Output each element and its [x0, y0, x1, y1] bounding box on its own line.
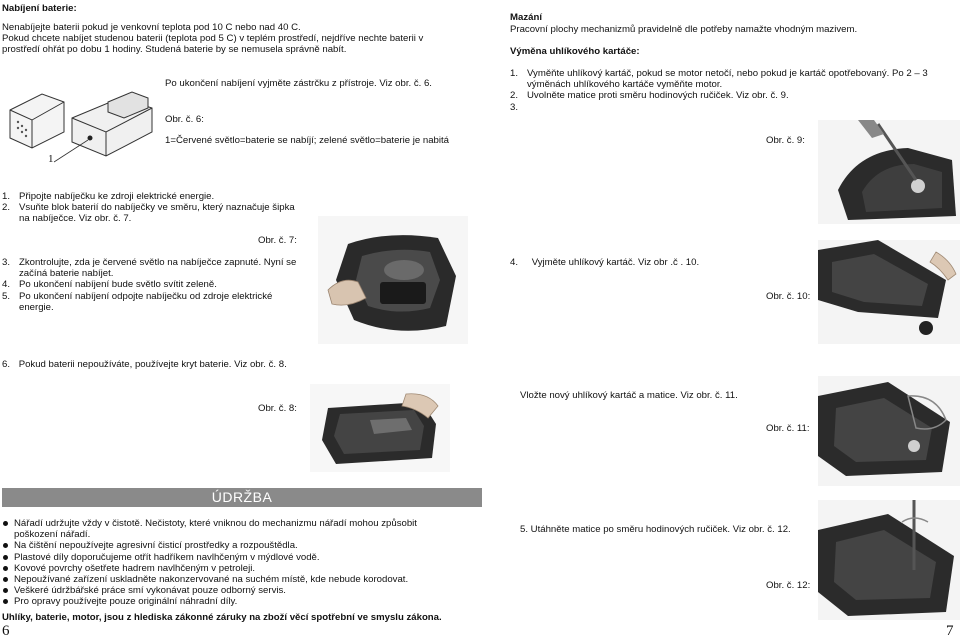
fig10-label: Obr. č. 10:	[766, 291, 811, 302]
list-item	[2, 279, 307, 290]
fig7-label: Obr. č. 7:	[258, 235, 297, 246]
step-number: 1.	[510, 68, 519, 79]
fig6-note: Po ukončení nabíjení vyjměte zástrčku z přístroje. Viz obr. č. 6.	[165, 78, 432, 89]
step-number: 4.	[510, 257, 519, 268]
step-text: Připojte nabíječku ke zdroji elektrické energie.	[19, 191, 215, 202]
list-item: Plastové díly doporučujeme otřít hadříkem navlhčeným v mýdlové vodě.	[2, 552, 450, 563]
step-text: Po ukončení nabíjení odpojte nabíječku od zdroje elektrické energie.	[19, 290, 273, 313]
fig7-photo	[318, 216, 468, 344]
fig8-photo	[310, 384, 450, 472]
step6	[2, 359, 287, 370]
step-text: Vyměňte uhlíkový kartáč, pokud se motor netočí, nebo pokud je kartáč opotřebovaný. Po 2 – 3 výměnách uhlíkového kartáče vyměňte motor.	[527, 68, 928, 91]
charging-steps-b	[2, 257, 307, 313]
lube-title: Mazání	[510, 12, 542, 23]
list-item	[2, 257, 307, 279]
fig10-photo	[818, 240, 960, 344]
maintenance-banner: ÚDRŽBA	[2, 488, 482, 507]
fig6-label: Obr. č. 6:	[165, 114, 204, 125]
insert-text: Vložte nový uhlíkový kartáč a matice. Viz obr. č. 11.	[520, 390, 738, 401]
list-item: Veškeré údržbářské práce smí vykonávat pouze odborný servis.	[2, 585, 450, 596]
fig9-label: Obr. č. 9:	[766, 135, 805, 146]
step-number: 3.	[510, 101, 519, 113]
step-number: 2.	[510, 90, 519, 102]
list-item: Pro opravy používejte pouze originální náhradní díly.	[2, 596, 450, 607]
fig6-marker: 1	[48, 153, 54, 165]
fig11-photo	[818, 376, 960, 486]
step-text: Vsuňte blok baterií do nabíječky ve směru, který naznačuje šipka na nabíječce. Viz obr. č. 7.	[19, 202, 295, 225]
fig11-label: Obr. č. 11:	[766, 423, 810, 434]
lube-text: Pracovní plochy mechanizmů pravidelně dle potřeby namažte vhodným mazivem.	[510, 24, 858, 35]
charging-steps-a	[2, 191, 307, 225]
list-item	[2, 291, 307, 313]
page-number-right: 7	[946, 623, 954, 639]
list-item	[510, 90, 950, 101]
step-text: Vyjměte uhlíkový kartáč. Viz obr .č . 10.	[531, 257, 700, 268]
fig6-legend: 1=Červené světlo=baterie se nabíjí; zelené světlo=baterie je nabitá	[165, 135, 449, 146]
list-item	[2, 191, 307, 202]
step5: 5. Utáhněte matice po směru hodinových ručiček. Viz obr. č. 12.	[520, 524, 791, 535]
brush-title: Výměna uhlíkového kartáče:	[510, 46, 640, 57]
charger-illustration	[2, 82, 160, 170]
list-item	[510, 68, 950, 90]
step-text: Po ukončení nabíjení bude světlo svítit zeleně.	[19, 279, 217, 291]
charging-intro	[2, 22, 450, 56]
maintenance-list	[2, 518, 450, 608]
step-number: 6.	[2, 359, 11, 370]
step-number: 3.	[2, 257, 11, 268]
list-item	[2, 202, 307, 224]
fig9-photo	[818, 120, 960, 224]
list-item: Na čištění nepoužívejte agresivní čisticí prostředky a rozpouštědla.	[2, 540, 450, 551]
step-number: 2.	[2, 202, 11, 214]
step-text: Uvolněte matice proti směru hodinových ručiček. Viz obr. č. 9.	[527, 90, 789, 102]
step-text: Pokud baterii nepoužíváte, používejte kryt baterie. Viz obr. č. 8.	[18, 359, 287, 370]
step-text: Zkontrolujte, zda je červené světlo na nabíječce zapnuté. Nyní se začíná baterie nabíjet.	[19, 257, 297, 280]
fig12-photo	[818, 500, 960, 620]
list-item: Nářadí udržujte vždy v čistotě. Nečistoty, které vniknou do mechanizmu nářadí mohou způsobit poškození nářadí.	[2, 518, 450, 540]
list-item: Kovové povrchy ošetřete hadrem navlhčeným v petroleji.	[2, 563, 450, 574]
warranty-note: Uhlíky, baterie, motor, jsou z hlediska zákonné záruky na zboží věcí spotřební ve smyslu zákona.	[2, 612, 442, 623]
step-number: 5.	[2, 290, 11, 302]
fig12-label: Obr. č. 12:	[766, 580, 811, 591]
step-number: 1.	[2, 191, 11, 202]
brush-steps	[510, 68, 950, 113]
step-number: 4.	[2, 279, 11, 291]
intro-line-1: Nenabíjejte baterii pokud je venkovní teplota pod 10 C nebo nad 40 C.	[2, 22, 301, 33]
list-item: Nepoužívané zařízení uskladněte nakonzervované na suchém místě, kde nebude korodovat.	[2, 574, 450, 585]
page-number-left: 6	[2, 623, 10, 639]
step4	[510, 257, 699, 268]
fig8-label: Obr. č. 8:	[258, 403, 297, 414]
intro-line-2: Pokud chcete nabíjet studenou baterii (teplota pod 5 C) v teplém prostředí, nejdříve nechte baterii v prostředí ohřát po dobu 1 hodiny. Studená baterie by se nemusela správně nabít.	[2, 33, 424, 56]
charging-title: Nabíjení baterie:	[2, 3, 77, 14]
